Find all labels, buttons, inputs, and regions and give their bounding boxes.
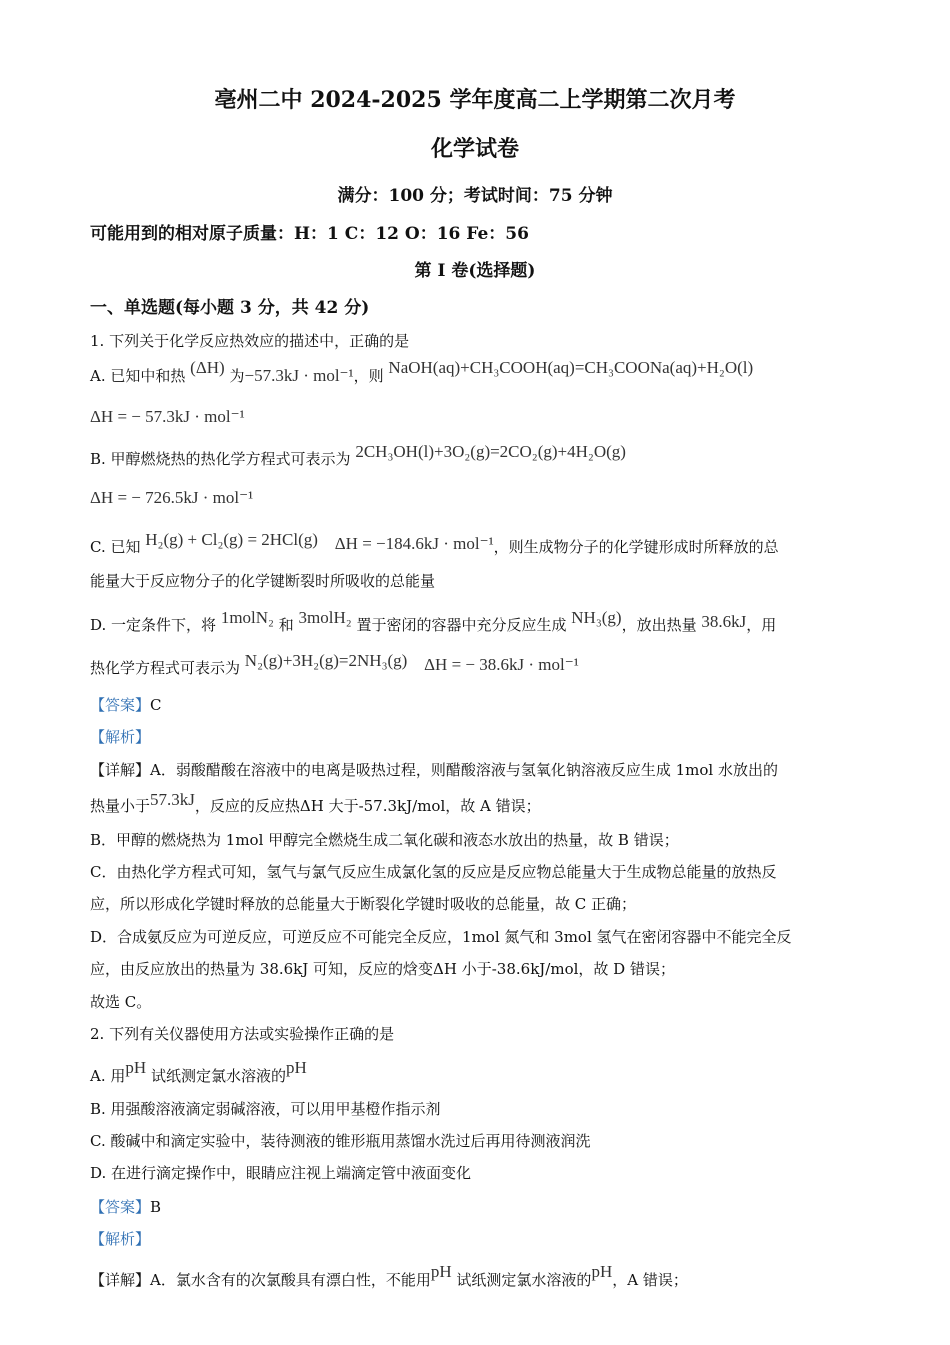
q2-stem: 2. 下列有关仪器使用方法或实验操作正确的是: [90, 1025, 395, 1043]
q1-exp-a2-text: 热量小于: [90, 797, 151, 815]
section-heading: 一、单选题(每小题 3 分，共 42 分): [90, 298, 370, 318]
q2-exp-a-math-ph: pH: [430, 1262, 452, 1281]
q1-explain-c1: C．由热化学方程式可知，氢气与氯气反应生成氯化氢的反应是反应物总能量大于生成物总能量的放热反: [90, 863, 777, 881]
q1-b-enthalpy: ΔH = − 726.5kJ · mol⁻¹: [90, 488, 254, 507]
q1-c-math-equation: H₂(g) + Cl₂(g) = 2HCl(g): [145, 530, 318, 549]
q1-d-l2-math-equation: N₂(g)+3H₂(g)=2NH₃(g): [244, 651, 408, 670]
q1-c-text: C. 已知: [90, 538, 141, 556]
q1-c-math-enthalpy: ΔH = −184.6kJ · mol⁻¹: [334, 534, 494, 553]
q1-exp-a2-text2: ，反应的反应热ΔH 大于-57.3kJ/mol，故 A 错误；: [194, 797, 541, 815]
answer-value: B: [150, 1198, 162, 1216]
q1-a-text2: 为: [229, 367, 245, 385]
q2-analysis-label: 【解析】: [90, 1230, 151, 1248]
exam-title: 亳州二中 2024-2025 学年度高二上学期第二次月考: [214, 87, 736, 113]
q1-option-c: [90, 530, 779, 557]
q2-exp-a-text2: 试纸测定氯水溶液的: [456, 1271, 592, 1289]
q1-explain-d1: D．合成氨反应为可逆反应，可逆反应不可能完全反应，1mol 氮气和 3mol 氢气在密闭容器中不能完全反: [90, 928, 792, 946]
q1-exp-a1-text: A．弱酸醋酸在溶液中的电离是吸热过程，则醋酸溶液与氢氧化钠溶液反应生成 1mol 水放出的: [150, 761, 778, 779]
q1-d-l2-math-enthalpy: ΔH = − 38.6kJ · mol⁻¹: [424, 655, 579, 674]
q2-option-a: [90, 1058, 307, 1086]
q1-b-text: B. 甲醇燃烧热的热化学方程式可表示为: [90, 450, 351, 468]
q1-d-text3: 置于密闭的容器中充分反应生成: [356, 616, 567, 634]
q1-d-math-n2: 1molN₂: [220, 608, 274, 627]
q1-c-text2: ，则生成物分子的化学键形成时所释放的总: [493, 538, 779, 556]
q1-d-l2-text: 热化学方程式可表示为: [90, 659, 241, 677]
q1-stem: 1. 下列关于化学反应热效应的描述中，正确的是: [90, 332, 410, 350]
q1-d-text4: ，放出热量: [621, 616, 697, 634]
q1-d-math-nh3: NH₃(g): [571, 608, 622, 627]
q1-option-a: [90, 358, 754, 386]
q1-d-text5: ，用: [746, 616, 777, 634]
q2-a-math-ph2: pH: [285, 1058, 307, 1077]
q2-exp-a-text3: ，A 错误；: [612, 1271, 688, 1289]
q1-d-text2: 和: [278, 616, 294, 634]
q1-explain-c2: 应，所以形成化学键时释放的总能量大于断裂化学键时吸收的总能量，故 C 正确；: [90, 895, 637, 913]
answer-label: 【答案】: [90, 1198, 151, 1216]
q1-explain-a2: [90, 790, 541, 816]
q1-d-text: D. 一定条件下，将: [90, 616, 217, 634]
q1-a-math-value: −57.3kJ · mol⁻¹: [244, 366, 354, 385]
q2-option-c: C. 酸碱中和滴定实验中，装待测液的锥形瓶用蒸馏水洗过后再用待测液润洗: [90, 1132, 591, 1150]
q1-a-text3: ，则: [353, 367, 384, 385]
detail-label: 【详解】: [90, 1271, 151, 1289]
detail-label: 【详解】: [90, 761, 151, 779]
q1-a-math-equation: NaOH(aq)+CH₃COOH(aq)=CH₃COONa(aq)+H₂O(l): [388, 358, 754, 377]
q1-exp-a2-math: 57.3kJ: [150, 790, 195, 809]
q1-option-d: [90, 608, 777, 635]
q1-explain-a1: [90, 759, 778, 780]
q2-option-d: D. 在进行滴定操作中，眼睛应注视上端滴定管中液面变化: [90, 1164, 472, 1182]
q1-analysis-label: 【解析】: [90, 728, 151, 746]
volume-heading: 第 I 卷(选择题): [414, 261, 536, 281]
q1-explain-b: B．甲醇的燃烧热为 1mol 甲醇完全燃烧生成二氧化碳和液态水放出的热量，故 B 错误；: [90, 831, 679, 849]
score-time: 满分：100 分；考试时间：75 分钟: [337, 186, 613, 206]
q2-exp-a-math-ph2: pH: [591, 1262, 613, 1281]
q2-explain-a: [90, 1262, 688, 1290]
atomic-masses: 可能用到的相对原子质量：H：1 C：12 O：16 Fe：56: [90, 224, 529, 244]
q1-explain-d2: 应，由反应放出的热量为 38.6kJ 可知，反应的焓变ΔH 小于-38.6kJ/mol，故 D 错误；: [90, 960, 675, 978]
q1-d-line2: [90, 651, 579, 678]
q2-exp-a-text: A．氯水含有的次氯酸具有漂白性，不能用: [150, 1271, 431, 1289]
answer-value: C: [150, 696, 162, 714]
q1-b-math-equation: 2CH₃OH(l)+3O₂(g)=2CO₂(g)+4H₂O(g): [355, 442, 626, 461]
q1-a-enthalpy: ΔH = − 57.3kJ · mol⁻¹: [90, 407, 245, 426]
q1-a-math-dh: (ΔH): [190, 358, 225, 377]
q1-option-b: [90, 442, 626, 469]
q1-answer: [90, 694, 162, 715]
q1-a-text: A. 已知中和热: [90, 367, 186, 385]
q2-answer: [90, 1196, 161, 1217]
q2-a-text: A. 用: [90, 1067, 126, 1085]
q2-a-math-ph: pH: [125, 1058, 147, 1077]
answer-label: 【答案】: [90, 696, 151, 714]
q1-c-line2: 能量大于反应物分子的化学键断裂时所吸收的总能量: [90, 572, 436, 590]
q2-option-b: B. 用强酸溶液滴定弱碱溶液，可以用甲基橙作指示剂: [90, 1100, 441, 1118]
q1-d-math-h2: 3molH₂: [298, 608, 352, 627]
q2-a-text2: 试纸测定氯水溶液的: [150, 1067, 286, 1085]
q1-explain-end: 故选 C。: [90, 993, 152, 1011]
q1-d-math-heat: 38.6kJ: [701, 612, 747, 631]
subject-title: 化学试卷: [430, 136, 519, 162]
